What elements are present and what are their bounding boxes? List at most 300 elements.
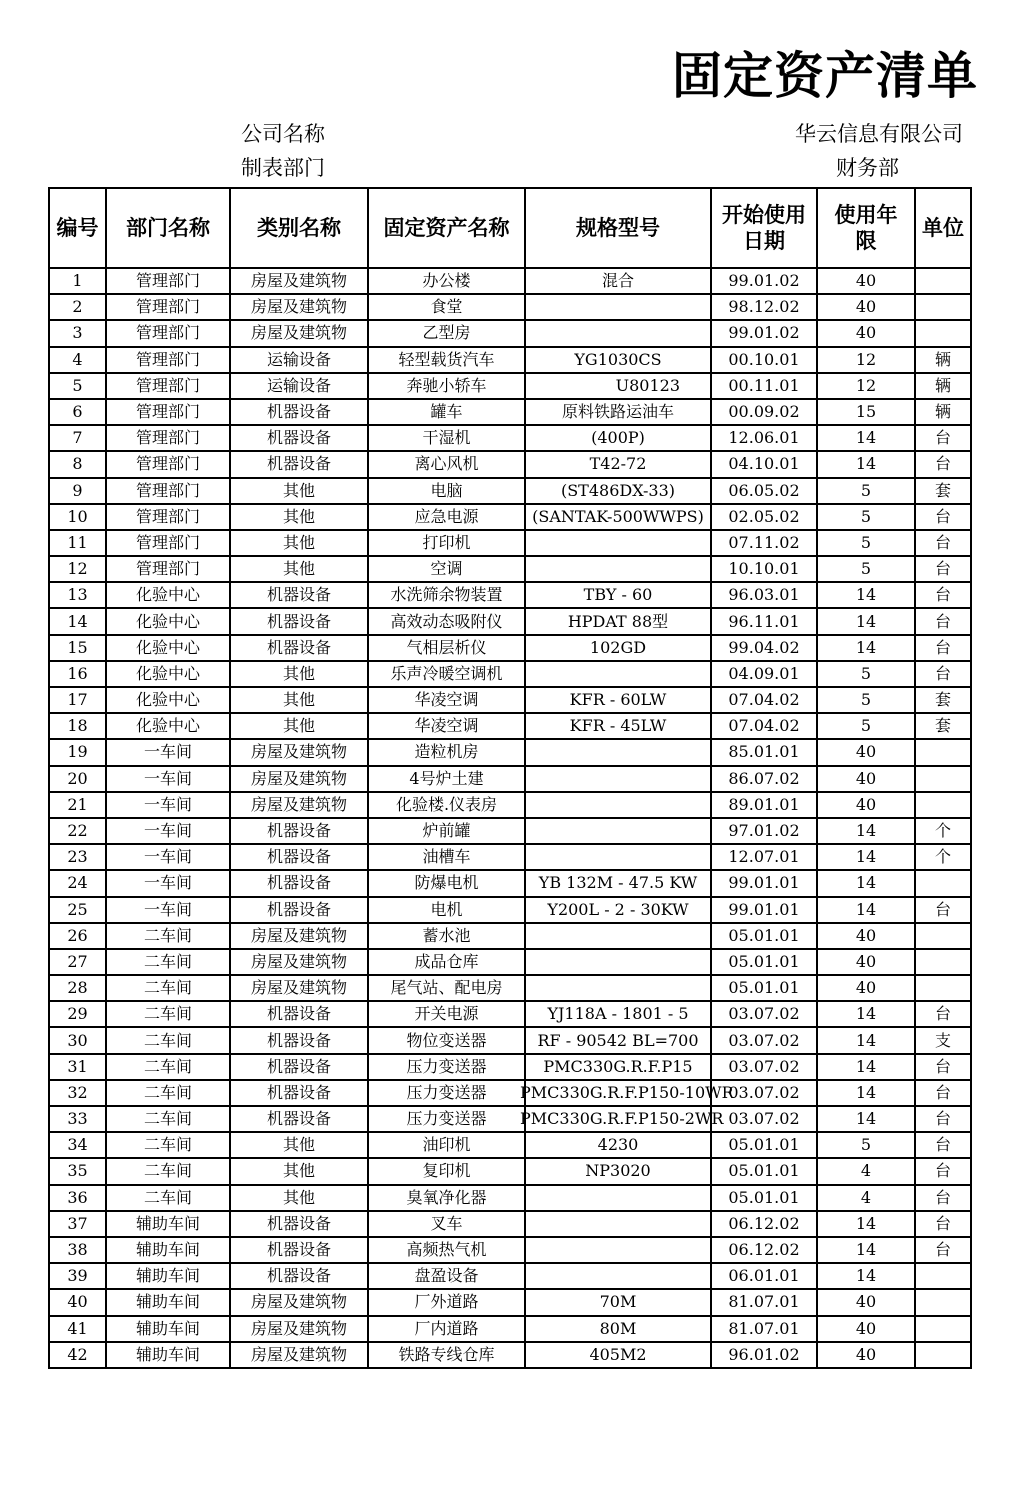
cell-spec — [525, 818, 711, 844]
cell-no: 11 — [49, 530, 106, 556]
cell-unit — [915, 1342, 971, 1368]
cell-spec — [525, 1054, 711, 1080]
cell-service-life: 5 — [817, 661, 915, 687]
cell-asset-name: 电脑 — [368, 478, 525, 504]
prepared-by-dept-value: 财务部 — [836, 156, 899, 180]
cell-start-date: 81.07.01 — [711, 1316, 817, 1342]
cell-service-life: 5 — [817, 504, 915, 530]
cell-spec — [525, 1342, 711, 1368]
table-row — [49, 268, 971, 294]
cell-asset-name: 蓄水池 — [368, 923, 525, 949]
cell-service-life: 5 — [817, 1132, 915, 1158]
cell-asset-name: 成品仓库 — [368, 949, 525, 975]
cell-start-date: 97.01.02 — [711, 818, 817, 844]
cell-no: 33 — [49, 1106, 106, 1132]
cell-spec-text: YJ118A - 1801 - 5 — [547, 1004, 689, 1024]
cell-start-date: 07.04.02 — [711, 713, 817, 739]
table-row — [49, 1054, 971, 1080]
cell-dept: 管理部门 — [106, 451, 230, 477]
cell-unit: 台 — [915, 1211, 971, 1237]
cell-asset-name: 厂内道路 — [368, 1316, 525, 1342]
cell-spec-text: KFR - 60LW — [569, 690, 667, 710]
cell-category: 机器设备 — [230, 1237, 368, 1263]
cell-dept: 二车间 — [106, 1185, 230, 1211]
cell-unit — [915, 766, 971, 792]
table-row — [49, 1106, 971, 1132]
cell-spec-text: RF - 90542 BL=700 — [537, 1030, 699, 1050]
cell-start-date: 03.07.02 — [711, 1080, 817, 1106]
cell-no: 36 — [49, 1185, 106, 1211]
cell-spec — [520, 1080, 734, 1106]
cell-category: 其他 — [230, 1158, 368, 1184]
cell-service-life: 15 — [817, 399, 915, 425]
cell-dept: 一车间 — [106, 818, 230, 844]
cell-start-date: 99.04.02 — [711, 635, 817, 661]
cell-category: 机器设备 — [230, 635, 368, 661]
cell-service-life: 14 — [817, 1080, 915, 1106]
cell-asset-name: 压力变送器 — [368, 1080, 525, 1106]
cell-category: 房屋及建筑物 — [230, 766, 368, 792]
cell-no: 2 — [49, 294, 106, 320]
table-row — [49, 320, 971, 346]
cell-start-date: 96.01.02 — [711, 1342, 817, 1368]
cell-unit: 台 — [915, 1185, 971, 1211]
cell-spec-text: (400P) — [591, 428, 645, 448]
table-row — [49, 399, 971, 425]
cell-asset-name: 办公楼 — [368, 268, 525, 294]
cell-no: 37 — [49, 1211, 106, 1237]
cell-service-life: 40 — [817, 1342, 915, 1368]
cell-dept: 二车间 — [106, 975, 230, 1001]
cell-category: 房屋及建筑物 — [230, 320, 368, 346]
cell-unit: 台 — [915, 425, 971, 451]
cell-category: 机器设备 — [230, 897, 368, 923]
cell-service-life: 40 — [817, 766, 915, 792]
cell-start-date: 12.07.01 — [711, 844, 817, 870]
table-row — [49, 1158, 971, 1184]
cell-asset-name: 空调 — [368, 556, 525, 582]
cell-spec — [525, 268, 711, 294]
table-row — [49, 792, 971, 818]
cell-spec — [525, 844, 711, 870]
cell-dept: 化验中心 — [106, 582, 230, 608]
cell-start-date: 81.07.01 — [711, 1289, 817, 1315]
cell-service-life: 14 — [817, 818, 915, 844]
cell-dept: 二车间 — [106, 923, 230, 949]
cell-spec — [525, 373, 711, 399]
cell-start-date: 04.10.01 — [711, 451, 817, 477]
cell-spec — [525, 1263, 711, 1289]
cell-no: 31 — [49, 1054, 106, 1080]
cell-category: 机器设备 — [230, 1106, 368, 1132]
cell-service-life: 14 — [817, 1263, 915, 1289]
header-service-life — [817, 188, 915, 268]
cell-spec-text: (ST486DX-33) — [560, 480, 676, 500]
cell-spec — [525, 451, 711, 477]
cell-start-date: 10.10.01 — [711, 556, 817, 582]
cell-dept: 二车间 — [106, 1158, 230, 1184]
cell-spec — [525, 870, 711, 896]
cell-category: 房屋及建筑物 — [230, 792, 368, 818]
header-asset-name: 固定资产名称 — [368, 188, 525, 268]
cell-no: 28 — [49, 975, 106, 1001]
cell-service-life: 40 — [817, 949, 915, 975]
cell-no: 1 — [49, 268, 106, 294]
cell-asset-name: 华凌空调 — [368, 713, 525, 739]
cell-unit: 个 — [915, 844, 971, 870]
cell-no: 3 — [49, 320, 106, 346]
cell-service-life: 14 — [817, 1054, 915, 1080]
cell-service-life: 4 — [817, 1185, 915, 1211]
cell-spec — [525, 1316, 711, 1342]
header-start-date-line1: 开始使用 — [722, 203, 806, 227]
table-row — [49, 1001, 971, 1027]
cell-start-date: 06.12.02 — [711, 1211, 817, 1237]
company-name-label: 公司名称 — [241, 122, 325, 146]
cell-asset-name: 叉车 — [368, 1211, 525, 1237]
cell-service-life: 14 — [817, 897, 915, 923]
cell-spec-text: 原料铁路运油车 — [561, 402, 674, 422]
cell-spec-text: NP3020 — [585, 1161, 651, 1181]
cell-service-life: 40 — [817, 975, 915, 1001]
cell-no: 27 — [49, 949, 106, 975]
cell-unit — [915, 1316, 971, 1342]
cell-start-date: 04.09.01 — [711, 661, 817, 687]
cell-asset-name: 水洗筛余物装置 — [368, 582, 525, 608]
cell-start-date: 05.01.01 — [711, 949, 817, 975]
cell-service-life: 40 — [817, 294, 915, 320]
table-row — [49, 1185, 971, 1211]
fixed-asset-table — [48, 187, 972, 1369]
cell-asset-name: 尾气站、配电房 — [368, 975, 525, 1001]
cell-no: 7 — [49, 425, 106, 451]
cell-dept: 二车间 — [106, 949, 230, 975]
cell-service-life: 5 — [817, 530, 915, 556]
cell-asset-name: 华凌空调 — [368, 687, 525, 713]
cell-start-date: 05.01.01 — [711, 1185, 817, 1211]
cell-no: 15 — [49, 635, 106, 661]
table-row — [49, 713, 971, 739]
cell-unit: 辆 — [915, 373, 971, 399]
cell-start-date: 03.07.02 — [711, 1106, 817, 1132]
table-row — [49, 949, 971, 975]
document-title: 固定资产清单 — [672, 46, 978, 105]
cell-category: 房屋及建筑物 — [230, 1342, 368, 1368]
cell-spec-text: 80M — [599, 1318, 637, 1338]
cell-category: 其他 — [230, 478, 368, 504]
cell-spec-text: (SANTAK-500WWPS) — [532, 506, 704, 526]
table-row — [49, 294, 971, 320]
cell-start-date: 99.01.01 — [711, 897, 817, 923]
prepared-by-dept-label: 制表部门 — [241, 156, 325, 180]
cell-start-date: 89.01.01 — [711, 792, 817, 818]
cell-asset-name: 开关电源 — [368, 1001, 525, 1027]
cell-dept: 二车间 — [106, 1080, 230, 1106]
cell-unit — [915, 1263, 971, 1289]
table-row — [49, 504, 971, 530]
cell-dept: 管理部门 — [106, 478, 230, 504]
cell-service-life: 4 — [817, 1158, 915, 1184]
cell-category: 机器设备 — [230, 399, 368, 425]
cell-service-life: 14 — [817, 844, 915, 870]
cell-spec — [525, 713, 711, 739]
cell-service-life: 40 — [817, 1289, 915, 1315]
cell-dept: 辅助车间 — [106, 1342, 230, 1368]
table-row — [49, 373, 971, 399]
cell-spec — [525, 608, 711, 634]
cell-unit: 套 — [915, 713, 971, 739]
cell-service-life: 14 — [817, 1211, 915, 1237]
cell-asset-name: 罐车 — [368, 399, 525, 425]
cell-category: 运输设备 — [230, 373, 368, 399]
cell-unit — [915, 268, 971, 294]
cell-service-life: 5 — [817, 478, 915, 504]
table-row — [49, 451, 971, 477]
cell-spec-text: YB 132M - 47.5 KW — [538, 873, 698, 893]
cell-category: 其他 — [230, 530, 368, 556]
cell-asset-name: 油槽车 — [368, 844, 525, 870]
cell-asset-name: 造粒机房 — [368, 739, 525, 765]
cell-no: 21 — [49, 792, 106, 818]
cell-start-date: 05.01.01 — [711, 923, 817, 949]
cell-spec-text: PMC330G.R.F.P15 — [543, 1056, 693, 1076]
cell-start-date: 00.11.01 — [711, 373, 817, 399]
cell-dept: 二车间 — [106, 1027, 230, 1053]
cell-unit — [915, 923, 971, 949]
cell-category: 其他 — [230, 504, 368, 530]
header-dept: 部门名称 — [106, 188, 230, 268]
cell-spec — [525, 320, 711, 346]
cell-spec — [525, 478, 711, 504]
cell-asset-name: 化验楼.仪表房 — [368, 792, 525, 818]
cell-dept: 化验中心 — [106, 687, 230, 713]
table-row — [49, 425, 971, 451]
cell-asset-name: 物位变送器 — [368, 1027, 525, 1053]
cell-service-life: 14 — [817, 608, 915, 634]
cell-start-date: 98.12.02 — [711, 294, 817, 320]
cell-unit: 套 — [915, 687, 971, 713]
cell-service-life: 40 — [817, 739, 915, 765]
cell-no: 24 — [49, 870, 106, 896]
cell-category: 机器设备 — [230, 425, 368, 451]
cell-dept: 辅助车间 — [106, 1237, 230, 1263]
cell-category: 其他 — [230, 661, 368, 687]
cell-dept: 管理部门 — [106, 399, 230, 425]
cell-service-life: 40 — [817, 1316, 915, 1342]
cell-spec-text: HPDAT 88型 — [567, 611, 669, 631]
cell-asset-name: 电机 — [368, 897, 525, 923]
cell-spec — [525, 530, 711, 556]
cell-asset-name: 乐声冷暖空调机 — [368, 661, 525, 687]
table-row — [49, 1263, 971, 1289]
table-row — [49, 1132, 971, 1158]
cell-category: 其他 — [230, 713, 368, 739]
cell-spec — [525, 635, 711, 661]
cell-no: 26 — [49, 923, 106, 949]
cell-asset-name: 高效动态吸附仪 — [368, 608, 525, 634]
table-row — [49, 1211, 971, 1237]
cell-spec — [525, 687, 711, 713]
cell-no: 4 — [49, 347, 106, 373]
cell-category: 其他 — [230, 1132, 368, 1158]
cell-unit: 台 — [915, 635, 971, 661]
cell-category: 机器设备 — [230, 1054, 368, 1080]
cell-dept: 辅助车间 — [106, 1263, 230, 1289]
cell-category: 机器设备 — [230, 1080, 368, 1106]
cell-dept: 管理部门 — [106, 294, 230, 320]
table-header-row — [49, 188, 971, 268]
cell-spec-text: T42-72 — [589, 454, 647, 474]
cell-category: 房屋及建筑物 — [230, 739, 368, 765]
cell-unit: 台 — [915, 582, 971, 608]
table-row — [49, 1027, 971, 1053]
cell-category: 房屋及建筑物 — [230, 1289, 368, 1315]
cell-service-life: 5 — [817, 556, 915, 582]
cell-asset-name: 应急电源 — [368, 504, 525, 530]
cell-no: 40 — [49, 1289, 106, 1315]
cell-asset-name: 压力变送器 — [368, 1054, 525, 1080]
cell-no: 13 — [49, 582, 106, 608]
cell-start-date: 00.10.01 — [711, 347, 817, 373]
table-row — [49, 661, 971, 687]
cell-unit: 个 — [915, 818, 971, 844]
cell-spec — [525, 661, 711, 687]
cell-category: 其他 — [230, 556, 368, 582]
cell-no: 19 — [49, 739, 106, 765]
table-row — [49, 1080, 971, 1106]
cell-start-date: 99.01.02 — [711, 268, 817, 294]
cell-asset-name: 打印机 — [368, 530, 525, 556]
cell-no: 39 — [49, 1263, 106, 1289]
cell-category: 机器设备 — [230, 844, 368, 870]
cell-spec — [520, 1106, 724, 1132]
cell-dept: 一车间 — [106, 844, 230, 870]
cell-unit: 支 — [915, 1027, 971, 1053]
cell-unit — [915, 792, 971, 818]
cell-category: 运输设备 — [230, 347, 368, 373]
cell-no: 41 — [49, 1316, 106, 1342]
cell-start-date: 96.03.01 — [711, 582, 817, 608]
cell-unit — [915, 870, 971, 896]
cell-start-date: 06.12.02 — [711, 1237, 817, 1263]
cell-start-date: 06.01.01 — [711, 1263, 817, 1289]
cell-category: 机器设备 — [230, 1263, 368, 1289]
cell-spec — [525, 739, 711, 765]
cell-unit — [915, 949, 971, 975]
cell-spec — [525, 347, 711, 373]
cell-dept: 一车间 — [106, 792, 230, 818]
cell-dept: 一车间 — [106, 897, 230, 923]
table-row — [49, 766, 971, 792]
cell-category: 机器设备 — [230, 451, 368, 477]
table-row — [49, 1289, 971, 1315]
cell-service-life: 14 — [817, 1106, 915, 1132]
cell-dept: 管理部门 — [106, 556, 230, 582]
cell-service-life: 14 — [817, 1027, 915, 1053]
table-row — [49, 923, 971, 949]
cell-spec — [525, 975, 711, 1001]
cell-unit: 台 — [915, 1080, 971, 1106]
table-body — [49, 268, 971, 1368]
cell-spec — [525, 766, 711, 792]
table-row — [49, 635, 971, 661]
cell-spec — [525, 399, 711, 425]
cell-start-date: 03.07.02 — [711, 1027, 817, 1053]
cell-unit: 台 — [915, 608, 971, 634]
cell-asset-name: 食堂 — [368, 294, 525, 320]
cell-unit: 套 — [915, 478, 971, 504]
cell-asset-name: 炉前罐 — [368, 818, 525, 844]
cell-spec-text: 405M2 — [589, 1344, 647, 1364]
cell-unit: 台 — [915, 451, 971, 477]
cell-spec — [525, 556, 711, 582]
cell-start-date: 06.05.02 — [711, 478, 817, 504]
cell-dept: 二车间 — [106, 1106, 230, 1132]
cell-service-life: 5 — [817, 687, 915, 713]
cell-unit: 台 — [915, 1054, 971, 1080]
cell-spec — [525, 1289, 711, 1315]
cell-spec-text: U80123 — [615, 375, 680, 395]
cell-spec-text: 70M — [599, 1292, 637, 1312]
cell-spec — [525, 582, 711, 608]
cell-start-date: 05.01.01 — [711, 1158, 817, 1184]
cell-no: 30 — [49, 1027, 106, 1053]
cell-service-life: 14 — [817, 870, 915, 896]
cell-no: 8 — [49, 451, 106, 477]
cell-category: 房屋及建筑物 — [230, 949, 368, 975]
cell-asset-name: 干湿机 — [368, 425, 525, 451]
cell-dept: 一车间 — [106, 870, 230, 896]
table-row — [49, 1237, 971, 1263]
cell-no: 9 — [49, 478, 106, 504]
cell-service-life: 14 — [817, 582, 915, 608]
header-unit: 单位 — [915, 188, 971, 268]
cell-spec — [525, 897, 711, 923]
table-row — [49, 844, 971, 870]
cell-start-date: 86.07.02 — [711, 766, 817, 792]
cell-no: 22 — [49, 818, 106, 844]
cell-start-date: 12.06.01 — [711, 425, 817, 451]
table-row — [49, 478, 971, 504]
cell-spec-text: 混合 — [601, 271, 634, 291]
cell-dept: 二车间 — [106, 1054, 230, 1080]
cell-no: 29 — [49, 1001, 106, 1027]
cell-asset-name: 奔驰小轿车 — [368, 373, 525, 399]
cell-dept: 管理部门 — [106, 268, 230, 294]
cell-spec-text: KFR - 45LW — [569, 716, 667, 736]
cell-category: 房屋及建筑物 — [230, 294, 368, 320]
cell-unit — [915, 320, 971, 346]
cell-no: 38 — [49, 1237, 106, 1263]
cell-unit — [915, 294, 971, 320]
cell-category: 机器设备 — [230, 582, 368, 608]
cell-unit: 台 — [915, 1132, 971, 1158]
cell-service-life: 5 — [817, 713, 915, 739]
cell-spec — [525, 792, 711, 818]
cell-start-date: 03.07.02 — [711, 1001, 817, 1027]
cell-unit: 辆 — [915, 399, 971, 425]
cell-no: 5 — [49, 373, 106, 399]
cell-no: 18 — [49, 713, 106, 739]
cell-category: 机器设备 — [230, 870, 368, 896]
table-row — [49, 582, 971, 608]
cell-service-life: 40 — [817, 923, 915, 949]
cell-spec-text: PMC330G.R.F.P150-2WR — [520, 1109, 724, 1129]
cell-no: 42 — [49, 1342, 106, 1368]
cell-no: 16 — [49, 661, 106, 687]
cell-spec — [525, 294, 711, 320]
cell-spec — [525, 923, 711, 949]
